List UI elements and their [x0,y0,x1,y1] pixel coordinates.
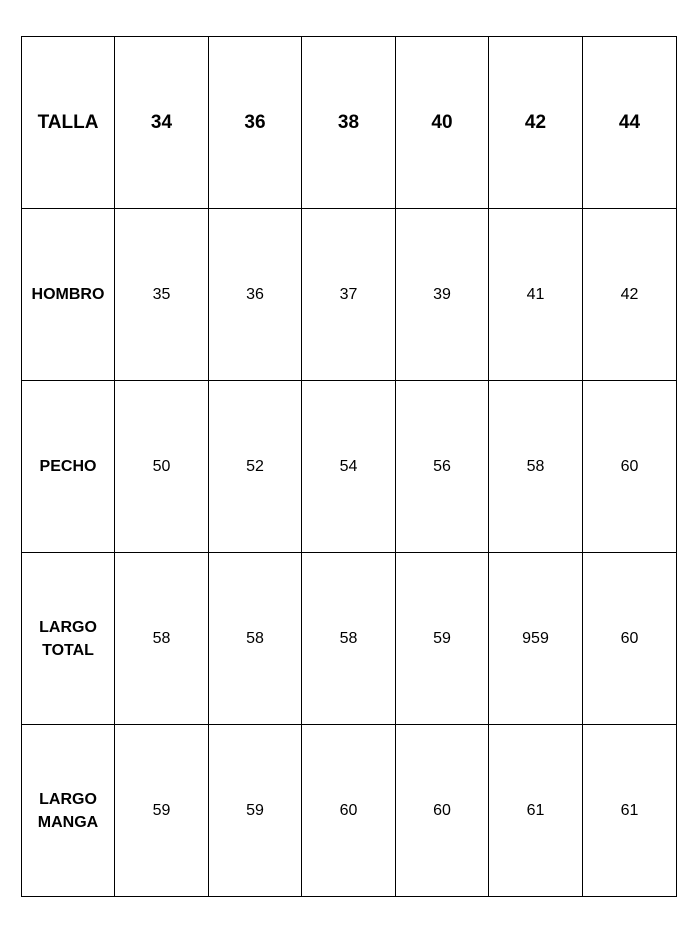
value-cell: 59 [115,725,209,897]
row-label-pecho [22,381,115,553]
row-label-line: PECHO [39,458,97,475]
header-row [22,37,677,209]
row-label-largo-total [22,553,115,725]
value-cell: 41 [489,209,583,381]
value-cell: 58 [115,553,209,725]
header-size-cell: 38 [302,37,396,209]
size-chart-table [21,36,677,897]
row-label-hombro [22,209,115,381]
header-size-cell: 42 [489,37,583,209]
value-cell: 39 [396,209,489,381]
value-cell: 59 [396,553,489,725]
value-cell: 61 [489,725,583,897]
header-size-cell: 36 [209,37,302,209]
table-row-largo-manga [22,725,677,897]
header-size-cell: 34 [115,37,209,209]
header-size-cell: 44 [583,37,677,209]
value-cell: 60 [396,725,489,897]
row-label-line: MANGA [37,813,99,831]
value-cell: 50 [115,381,209,553]
value-cell: 58 [489,381,583,553]
value-cell: 61 [583,725,677,897]
header-size-cell: 40 [396,37,489,209]
value-cell: 56 [396,381,489,553]
table-row-pecho [22,381,677,553]
row-label-line: HOMBRO [31,286,105,303]
row-label-line: TOTAL [42,641,94,659]
value-cell: 60 [583,553,677,725]
value-cell: 35 [115,209,209,381]
header-label-talla: TALLA [22,37,115,209]
value-cell: 58 [209,553,302,725]
table-row-hombro [22,209,677,381]
value-cell: 36 [209,209,302,381]
value-cell: 59 [209,725,302,897]
row-label-line: LARGO [39,790,97,808]
value-cell: 42 [583,209,677,381]
value-cell: 52 [209,381,302,553]
value-cell: 58 [302,553,396,725]
value-cell: 959 [489,553,583,725]
value-cell: 60 [583,381,677,553]
value-cell: 37 [302,209,396,381]
value-cell: 60 [302,725,396,897]
row-label-line: LARGO [39,618,97,636]
row-label-largo-manga [22,725,115,897]
table-row-largo-total [22,553,677,725]
value-cell: 54 [302,381,396,553]
